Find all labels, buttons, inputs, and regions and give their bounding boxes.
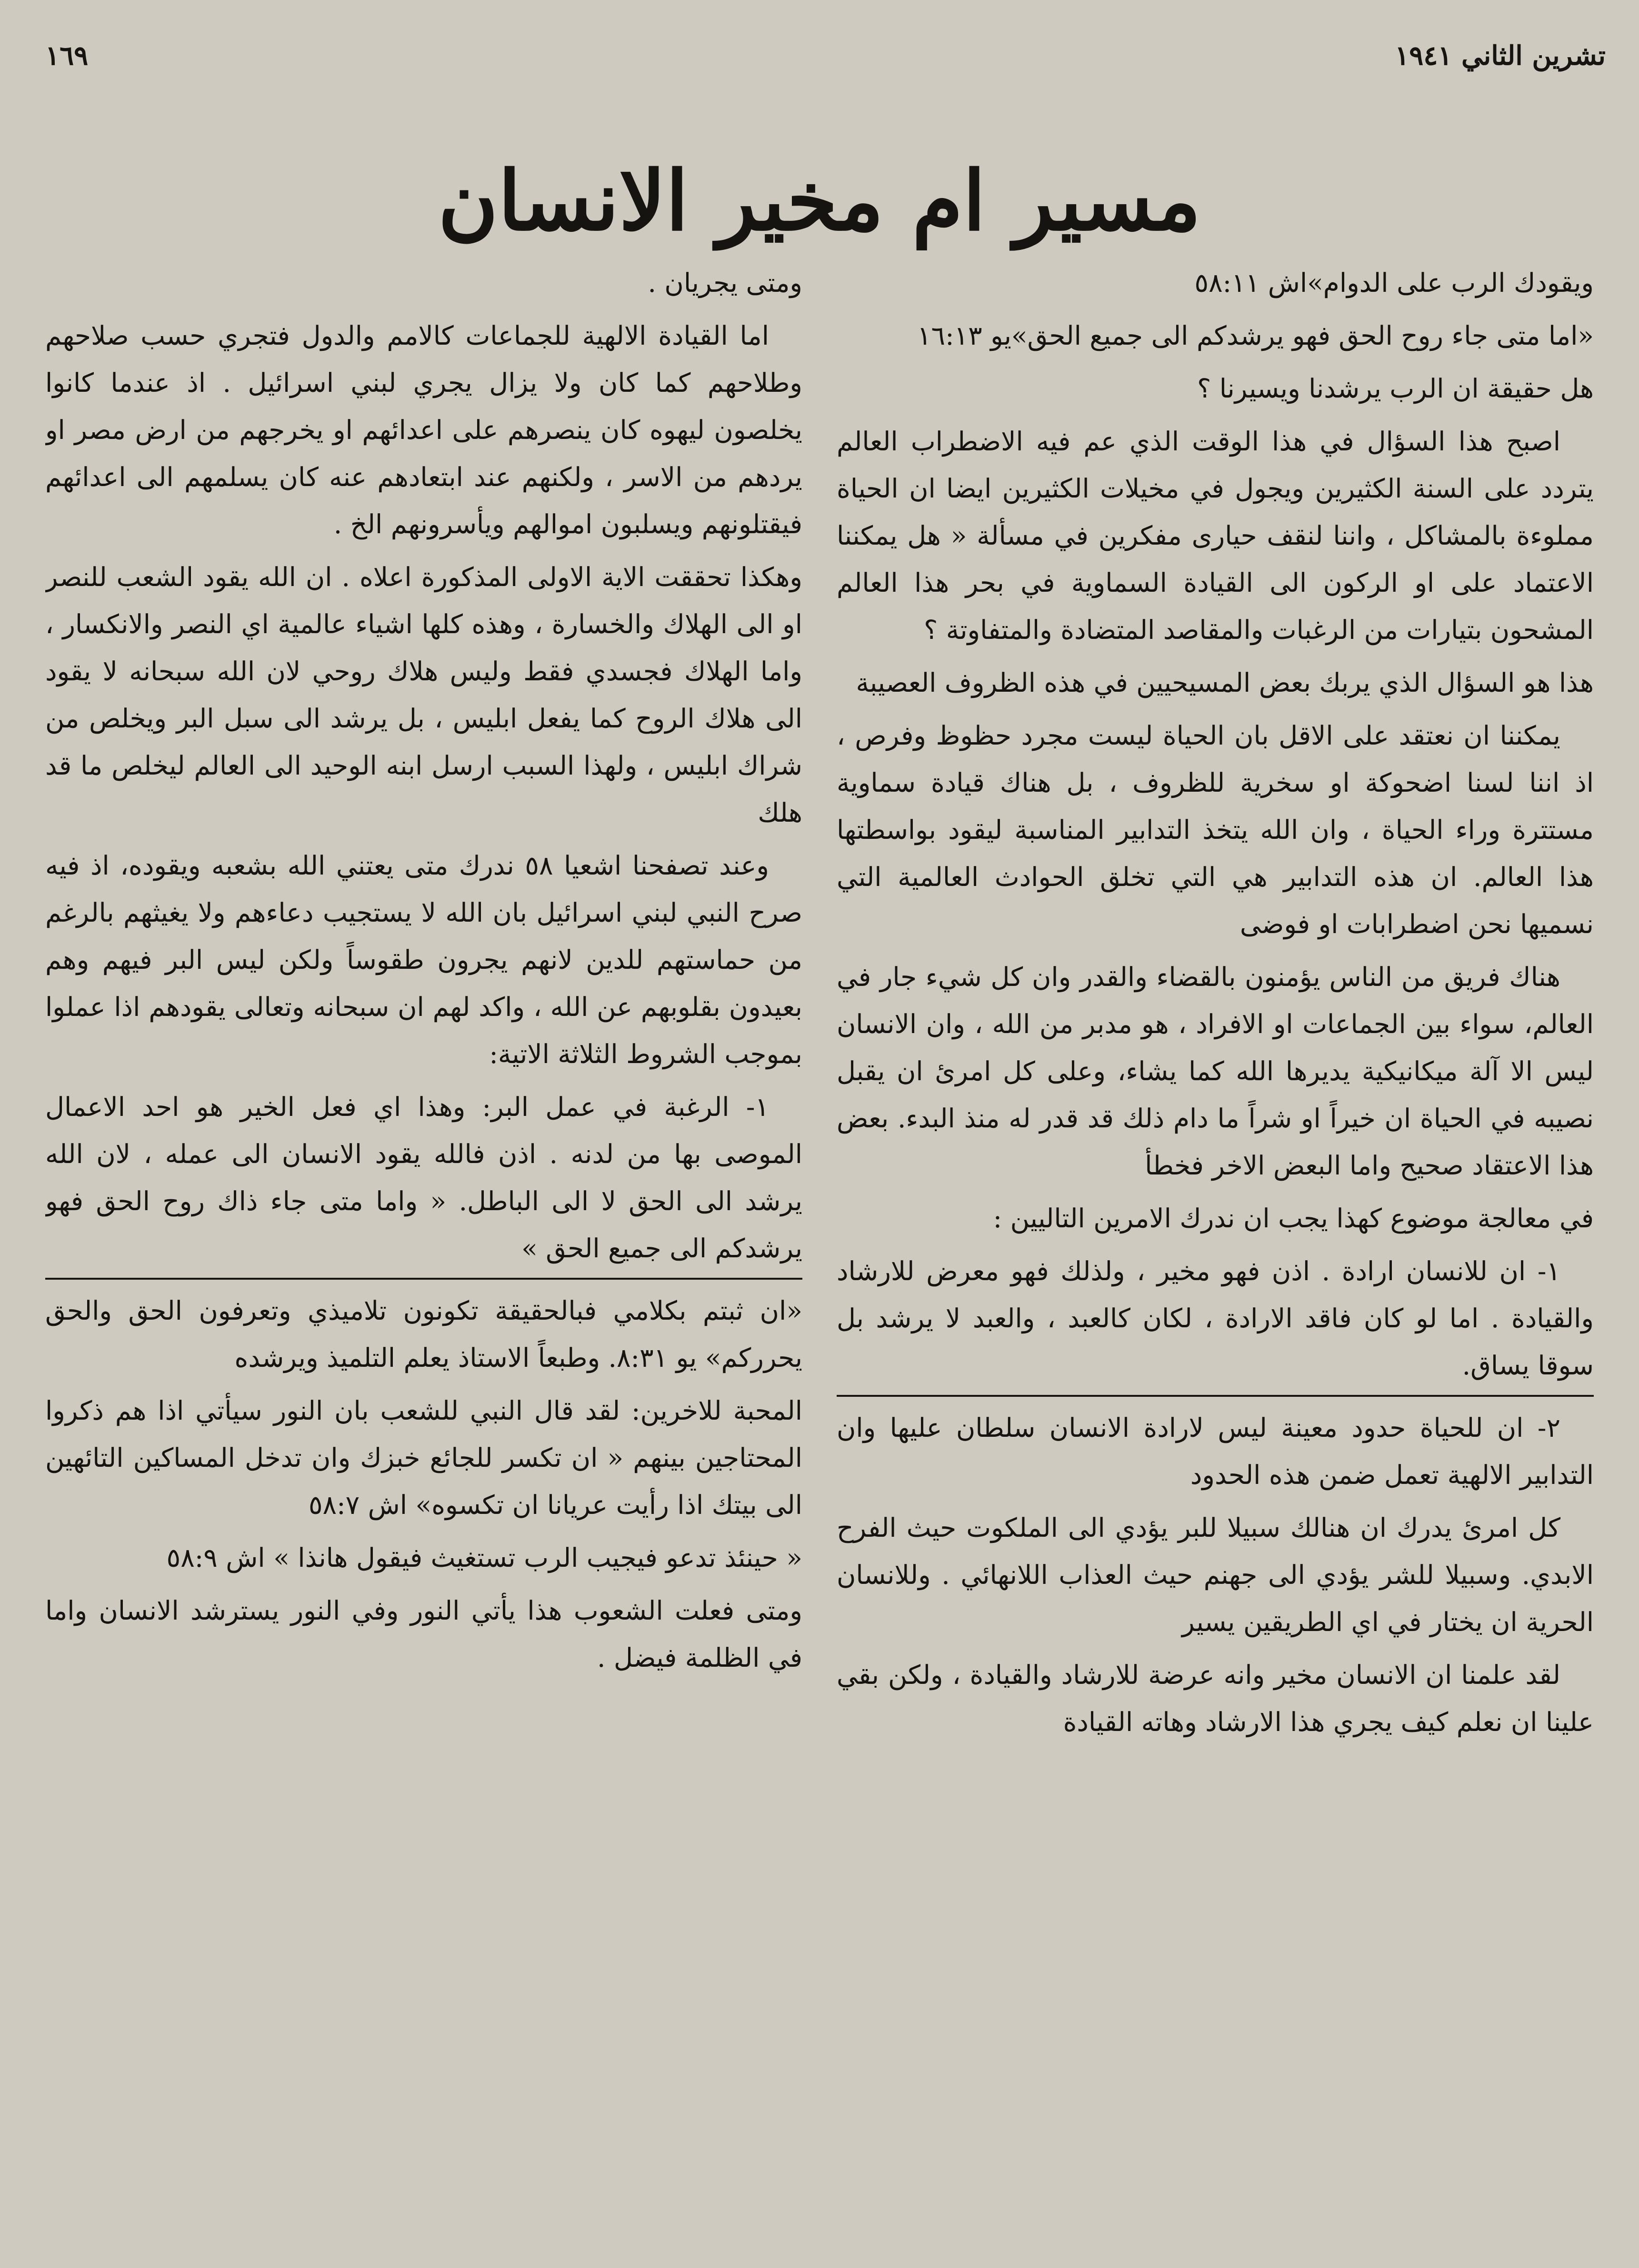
article-title: مسير ام مخير الانسان [438, 152, 1201, 249]
column-left [45, 259, 802, 2239]
quote: « حينئذ تدعو فيجيب الرب تستغيث فيقول هانذا » اش ٥٨:٩ [166, 1542, 802, 1573]
quote: «ان ثبتم بكلامي فبالحقيقة تكونون تلاميذي وتعرفون الحق والحق يحرركم» يو ٨:٣١. وطبعاً الاستاذ يعلم التلميذ ويرشده [45, 1295, 802, 1373]
paragraph: في معالجة موضوع كهذا يجب ان ندرك الامرين التاليين : [993, 1203, 1594, 1233]
question: هل حقيقة ان الرب يرشدنا ويسيرنا ؟ [1197, 373, 1594, 404]
paragraph: وعند تصفحنا اشعيا ٥٨ ندرك متى يعتني الله بشعبه ويقوده، اذ فيه صرح النبي لبني اسرائيل بان الله لا يستجيب دعاءهم ولا يغيثهم بالرغم من حماستهم للدين لانهم يجرون طقوساً ولكن ليس البر فيهم وهم بعيدون بقلوبهم عن الله ، واكد لهم ان سبحانه وتعالى يقودهم اذا عملوا بموجب الشروط الثلاثة الاتية: [45, 850, 802, 1069]
paragraph: المحبة للاخرين: لقد قال النبي للشعب بان النور سيأتي اذا هم ذكروا المحتاجين بينهم « ان تكسر للجائع خبزك وان تدخل المساكين التائهين الى بيتك اذا رأيت عريانا ان تكسوه» اش ٥٨:٧ [45, 1395, 802, 1520]
paragraph: كل امرئ يدرك ان هنالك سبيلا للبر يؤدي الى الملكوت حيث الفرح الابدي. وسبيلا للشر يؤدي الى جهنم حيث العذاب اللانهائي . وللانسان الحرية ان يختار في اي الطريقين يسير [837, 1512, 1594, 1637]
numbered-point-1: ١- ان للانسان ارادة . اذن فهو مخير ، ولذلك فهو معرض للارشاد والقيادة . اما لو كان فاقد الارادة ، لكان كالعبد ، والعبد لا يرشد بل سوقا يساق. [837, 1256, 1594, 1381]
paragraph: ومتى فعلت الشعوب هذا يأتي النور وفي النور يسترشد الانسان واما في الظلمة فيضل . [45, 1595, 802, 1673]
paragraph: هناك فريق من الناس يؤمنون بالقضاء والقدر وان كل شيء جار في العالم، سواء بين الجماعات او الافراد ، هو مدبر من الله ، وان الانسان ليس الا آلة ميكانيكية يديرها الله كما يشاء، وعلى كل امرئ ان يقبل نصيبه في الحياة ان خيراً او شراً ما دام ذلك قد قدر له منذ البدء. بعض هذا الاعتقاد صحيح واما البعض الاخر فخطأ [837, 962, 1594, 1181]
paragraph: اما القيادة الالهية للجماعات كالامم والدول فتجري حسب صلاحهم وطلاحهم كما كان ولا يزال يجري لبني اسرائيل . اذ عندما كانوا يخلصون ليهوه كان ينصرهم على اعدائهم او يخرجهم من ارض مصر او يردهم من الاسر ، ولكنهم عند ابتعادهم عنه كان يسلمهم الى اعدائهم فيقتلونهم ويسلبون اموالهم ويأسرونهم الخ . [45, 320, 802, 539]
paragraph: ومتى يجريان . [648, 268, 802, 298]
condition-1: ١- الرغبة في عمل البر: وهذا اي فعل الخير هو احد الاعمال الموصى بها من لدنه . اذن فالله يقود الانسان الى عمله ، لان الله يرشد الى الحق لا الى الباطل. « واما متى جاء ذاك روح الحق فهو يرشدكم الى جميع الحق » [45, 1092, 802, 1263]
paragraph: ويقودك الرب على الدوام»اش ٥٨:١١ [1194, 268, 1594, 298]
header-date: تشرين الثاني ١٩٤١ [1395, 40, 1606, 71]
paragraph: هذا هو السؤال الذي يربك بعض المسيحيين في هذه الظروف العصيبة [856, 667, 1594, 698]
paragraph: اصبح هذا السؤال في هذا الوقت الذي عم فيه الاضطراب العالم يتردد على السنة الكثيرين ويجول في مخيلات الكثيرين ايضا ان الحياة مملوءة بالمشاكل ، واننا لنقف حيارى مفكرين في مسألة « هل يمكننا الاعتماد على او الركون الى القيادة السماوية في بحر هذا العالم المشحون بتيارات من الرغبات والمقاصد المتضادة والمتفاوتة ؟ [837, 426, 1594, 645]
divider-line [837, 1395, 1594, 1397]
numbered-point-2: ٢- ان للحياة حدود معينة ليس لارادة الانسان سلطان عليها وان التدابير الالهية تعمل ضمن هذه الحدود [837, 1413, 1594, 1490]
quote: «اما متى جاء روح الحق فهو يرشدكم الى جميع الحق»يو ١٦:١٣ [917, 320, 1594, 351]
column-right [837, 259, 1594, 2239]
paragraph: يمكننا ان نعتقد على الاقل بان الحياة ليست مجرد حظوظ وفرص ، اذ اننا لسنا اضحوكة او سخرية للظروف ، بل هناك قيادة سماوية مستترة وراء الحياة ، وان الله يتخذ التدابير المناسبة ليقود بواسطتها هذا العالم. ان هذه التدابير هي التي تخلق الحوادث العالمية التي نسميها نحن اضطرابات او فوضى [837, 720, 1594, 939]
divider-line [45, 1278, 802, 1280]
paragraph: لقد علمنا ان الانسان مخير وانه عرضة للارشاد والقيادة ، ولكن بقي علينا ان نعلم كيف يجري هذا الارشاد وهاته القيادة [837, 1660, 1594, 1737]
page-number: ١٦٩ [45, 40, 89, 71]
paragraph: وهكذا تحققت الاية الاولى المذكورة اعلاه . ان الله يقود الشعب للنصر او الى الهلاك والخسارة ، وهذه كلها اشياء عالمية اي النصر والانكسار ، واما الهلاك فجسدي فقط وليس هلاك روحي لان الله سبحانه لا يقود الى هلاك الروح كما يفعل ابليس ، بل يرشد الى سبل البر ويخلص من شراك ابليس ، ولهذا السبب ارسل ابنه الوحيد الى العالم ليخلص ما قد هلك [45, 562, 802, 828]
